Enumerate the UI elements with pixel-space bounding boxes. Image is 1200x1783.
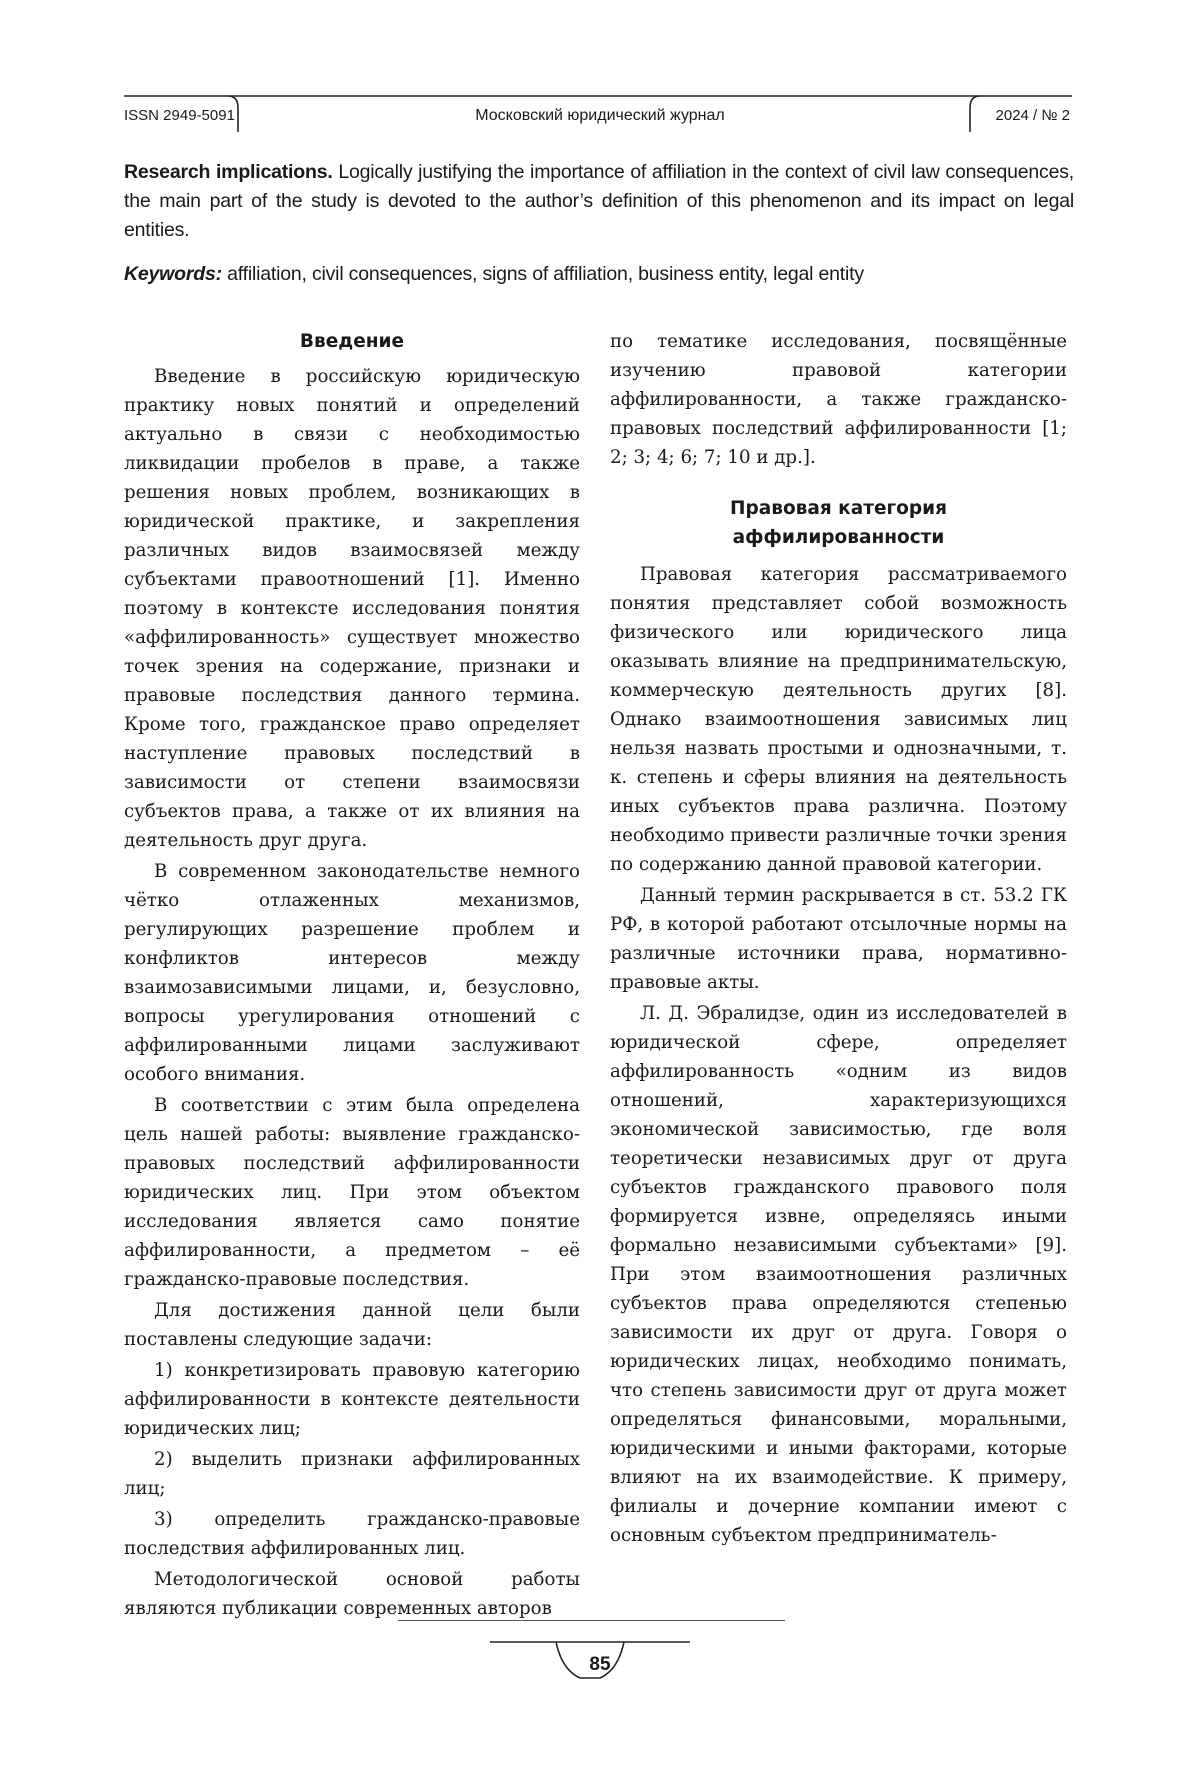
keywords-label: Keywords: [124, 263, 222, 285]
paragraph-continuation: по тематике исследования, посвящённые изучению правовой категории аффилированности, а также гражданско-правовых последствий аффилированности [1; 2; 3; 4; 6; 7; 10 и др.]. [610, 331, 1067, 468]
heading-line: аффилированности [732, 527, 945, 548]
right-column [610, 327, 1067, 1550]
keywords [124, 260, 1074, 289]
page-header [0, 0, 1200, 150]
paragraph: Данный термин раскрывается в ст. 53.2 ГК РФ, в которой работают отсылочные нормы на различные источники права, нормативно-правовые акты. [610, 885, 1067, 993]
keywords-text: affiliation, civil consequences, signs of affiliation, business entity, legal entity [221, 263, 864, 285]
list-item: 3) определить гражданско-правовые последствия аффилированных лиц. [124, 1509, 580, 1559]
paragraph: Методологической основой работы являются публикации современных авторов [124, 1569, 580, 1619]
paragraph: Л. Д. Эбралидзе, один из исследователей в юридической сфере, определяет аффилированность «одним из видов отношений, характеризующихся экономической зависимостью, где воля теоретически независимых друг от друга субъектов гражданского правового поля формируется извне, определяясь иными формально независимыми субъектами» [9]. При этом взаимоотношения различных субъектов права определяются степенью зависимости их друг от друга. Говоря о юридических лицах, необходимо понимать, что степень зависимости друг от друга может определяться финансовыми, моральными, юридическими и иными факторами, которые влияют на их взаимодействие. К примеру, филиалы и дочерние компании имеют с основным субъектом предприниматель- [610, 1003, 1067, 1546]
paragraph: В соответствии с этим была определена цель нашей работы: выявление гражданско-правовых последствий аффилированности юридических лиц. При этом объектом исследования является само понятие аффилированности, а предметом – её гражданско-правовые последствия. [124, 1095, 580, 1290]
list-item: 1) конкретизировать правовую категорию аффилированности в контексте деятельности юридических лиц; [124, 1360, 580, 1439]
page-number: 85 [589, 1654, 611, 1675]
paragraph: Для достижения данной цели были поставлены следующие задачи: [124, 1300, 580, 1350]
issn: ISSN 2949-5091 [124, 107, 235, 124]
issue-number: 2024 / № 2 [995, 107, 1070, 124]
paragraph: Правовая категория рассматриваемого понятия представляет собой возможность физического или юридического лица оказывать влияние на предпринимательскую, коммерческую деятельность других [8]. Однако взаимоотношения зависимых лиц нельзя назвать простыми и однозначными, т. к. степень и сферы влияния на деятельность иных субъектов права различна. Поэтому необходимо привести различные точки зрения по содержанию данной правовой категории. [610, 564, 1067, 875]
research-implications-text: Logically justifying the importance of affiliation in the context of civil law consequences, the main part of the study is devoted to the author’s definition of this phenomenon and its impact on legal entities. [124, 161, 1074, 241]
header-frame [0, 0, 1200, 150]
list-item: 2) выделить признаки аффилированных лиц; [124, 1449, 580, 1499]
left-column [124, 327, 580, 1623]
journal-title: Московский юридический журнал [475, 107, 725, 124]
paragraph: В современном законодательстве немного чётко отлаженных механизмов, регулирующих разрешение проблем и конфликтов интересов между взаимозависимыми лицами, и, безусловно, вопросы урегулирования отношений с аффилированными лицами заслуживают особого внимания. [124, 861, 580, 1085]
paragraph: Введение в российскую юридическую практику новых понятий и определений актуально в связи с необходимостью ликвидации пробелов в праве, а также решения новых проблем, возникающих в юридической практике, и закрепления различных видов взаимосвязей между субъектами правоотношений [1]. Именно поэтому в контексте исследования понятия «аффилированность» существует множество точек зрения на содержание, признаки и правовые последствия данного термина. Кроме того, гражданское право определяет наступление правовых последствий в зависимости от степени взаимосвязи субъектов права, а также от их влияния на деятельность друг друга. [124, 366, 580, 851]
section-heading-introduction: Введение [299, 331, 405, 352]
research-implications-label: Research implications. [124, 161, 333, 183]
section-heading-legal-category [610, 494, 1067, 552]
research-implications [124, 158, 1074, 245]
heading-line: Правовая категория [730, 498, 947, 519]
